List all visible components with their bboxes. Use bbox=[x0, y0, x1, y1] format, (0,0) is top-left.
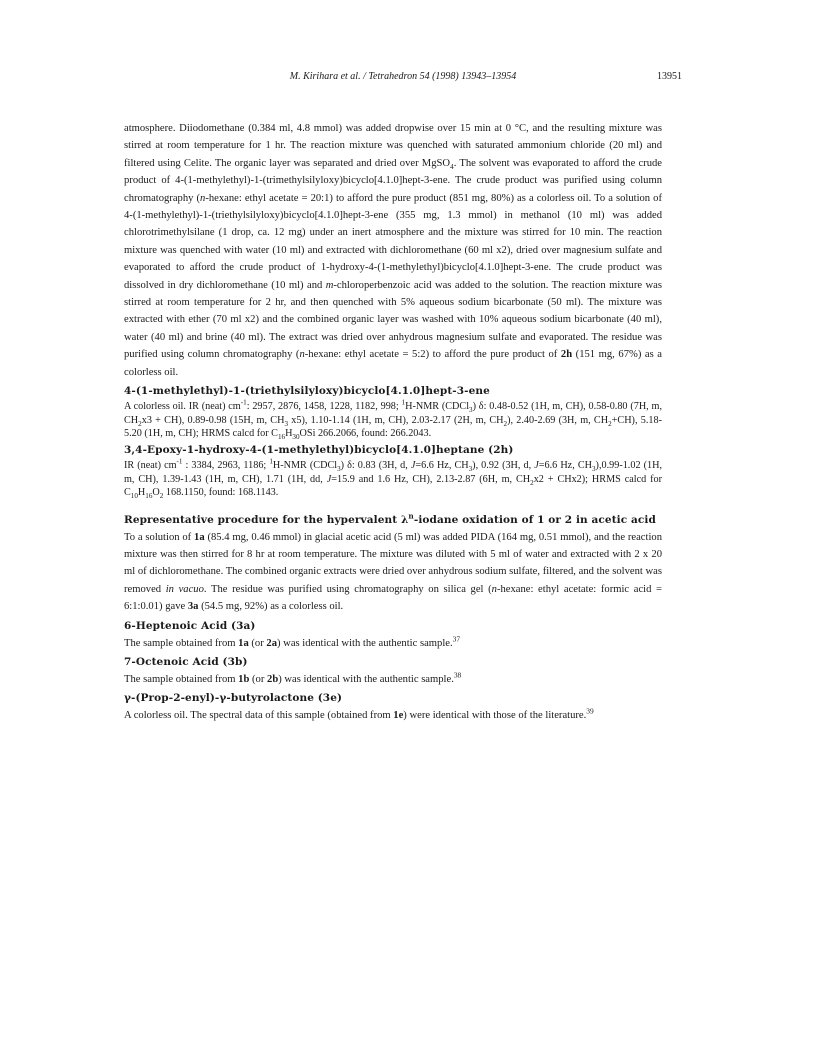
compound-note: A colorless oil. The spectral data of this sample (obtained from 1e) were identical with those of the literature.$^{39}$ bbox=[124, 706, 594, 722]
compound-heading: γ-(Prop-2-enyl)-γ-butyrolactone (3e) bbox=[124, 692, 343, 705]
compound-note: The sample obtained from 1b (or 2b) was identical with the authentic sample.$^{38}$ bbox=[124, 670, 462, 685]
section-heading: Representative procedure for the hypervalent $\lambda^n$-iodane oxidation of 1 or 2 in acetic acid bbox=[124, 511, 656, 526]
compound-heading: 3,4-Epoxy-1-hydroxy-4-(1-methylethyl)bicyclo[4.1.0]heptane (2h) bbox=[124, 444, 514, 457]
article-body bbox=[124, 120, 662, 725]
compound-heading: 6-Heptenoic Acid (3a) bbox=[124, 619, 256, 632]
compound-heading: 4-(1-methylethyl)-1-(triethylsilyloxy)bicyclo[4.1.0]hept-3-ene bbox=[124, 385, 490, 398]
compound-data: A colorless oil. IR (neat) $cm^{-1}$: 2957, 2876, 1458, 1228, 1182, 998; $^1$H-NMR (CDCl$_3$) δ: 0.48-0.52 (1H, m, CH), 0.58-0.80 (7H, m, $CH_2x3 + CH$), 0.89-0.98 (15H, m, $CH_3$ x5), 1.10-1.14 (1H, m, CH), 2.03-2.17 (2H, m, $CH_2$), 2.40-2.69 (3H, m, $CH_2+CH$), 5.18-5.20 (1H, m, CH); HRMS calcd for $C_{16}H_{30}OSi$ 266.2066, found: 266.2043. bbox=[124, 398, 663, 441]
compound-note: The sample obtained from 1a (or 2a) was identical with the authentic sample.$^{37}$ bbox=[124, 634, 461, 649]
running-head bbox=[124, 68, 682, 86]
running-title: M. Kirihara et al. / Tetrahedron 54 (1998) 13943–13954 bbox=[289, 71, 517, 82]
page-number: 13951 bbox=[657, 71, 682, 82]
compound-heading: 7-Octenoic Acid (3b) bbox=[124, 655, 248, 668]
experimental-paragraph: atmosphere. Diiodomethane (0.384 ml, 4.8 mmol) was added dropwise over 15 min at 0 °C, and the resulting mixture was stirred at room temperature for 1 hr. The reaction mixture was quenched with saturated ammonium chloride (20 ml) and filtered using Celite. The organic layer was separated and dried over MgSO$_4$. The solvent was evaporated to afford the crude product of 4-(1-methylethyl)-1-(trimethylsilyloxy)bicyclo[4.1.0]hept-3-ene. The crude product was purified using column chromatography (n-hexane: ethyl acetate = 20:1) to afford the pure product (851 mg, 80%) as a colorless oil. To a solution of 4-(1-methylethyl)-1-(triethylsilyloxy)bicyclo[4.1.0]hept-3-ene (355 mg, 1.3 mmol) in methanol (10 ml) was added chlorotrimethylsilane (1 drop, ca. 12 mg) under an inert atmosphere and the mixture was stirred for 10 min. The reaction mixture was quenched with water (10 ml) and extracted with dichloromethane (60 ml x2), dried over magnesium sulfate and evaporated to afford the crude product of 1-hydroxy-4-(1-methylethyl)bicyclo[4.1.0]hept-3-ene. The crude product was dissolved in dry dichloromethane (10 ml) and m-chloroperbenzoic acid was added to the solution. The reaction mixture was stirred at room temperature for 2 hr, and then quenched with 5% aqueous sodium bicarbonate (50 ml). The mixture was extracted with ether (70 ml x2) and the combined organic layer was washed with 10% aqueous sodium bicarbonate (40 ml), water (40 ml) and brine (40 ml). The extract was dried over anhydrous magnesium sulfate and evaporated. The residue was purified using column chromatography (n-hexane: ethyl acetate = 5:2) to afford the pure product of 2h (151 mg, 67%) as a colorless oil. bbox=[124, 123, 663, 378]
procedure-paragraph: To a solution of 1a (85.4 mg, 0.46 mmol) in glacial acetic acid (5 ml) was added PIDA (164 mg, 0.51 mmol), and the reaction mixture was then stirred for 8 hr at room temperature. The mixture was diluted with 5 ml of water and extracted with 2 x 20 ml of dichloromethane. The combined organic extracts were dried over anhydrous sodium sulfate, filtered, and the solvent was removed in vacuo. The residue was purified using chromatography on silica gel (n-hexane: ethyl acetate: formic acid = 6:1:0.01) gave 3a (54.5 mg, 92%) as a colorless oil. bbox=[124, 531, 663, 613]
compound-data: IR (neat) $cm^{-1}$ : 3384, 2963, 1186; $^1$H-NMR (CDCl$_3$) δ: 0.83 (3H, d, J=6.6 Hz, $CH_3$), 0.92 (3H, d, J=6.6 Hz, $CH_3),0.99-1.02$ (1H, m, CH), 1.39-1.43 (1H, m, CH), 1.71 (1H, dd, J=15.9 and 1.6 Hz, CH), 2.13-2.87 (6H, m, $CH_2x2 + CHx2$); HRMS calcd for $C_{10}H_{16}O_2$ 168.1150, found: 168.1143. bbox=[124, 457, 662, 501]
